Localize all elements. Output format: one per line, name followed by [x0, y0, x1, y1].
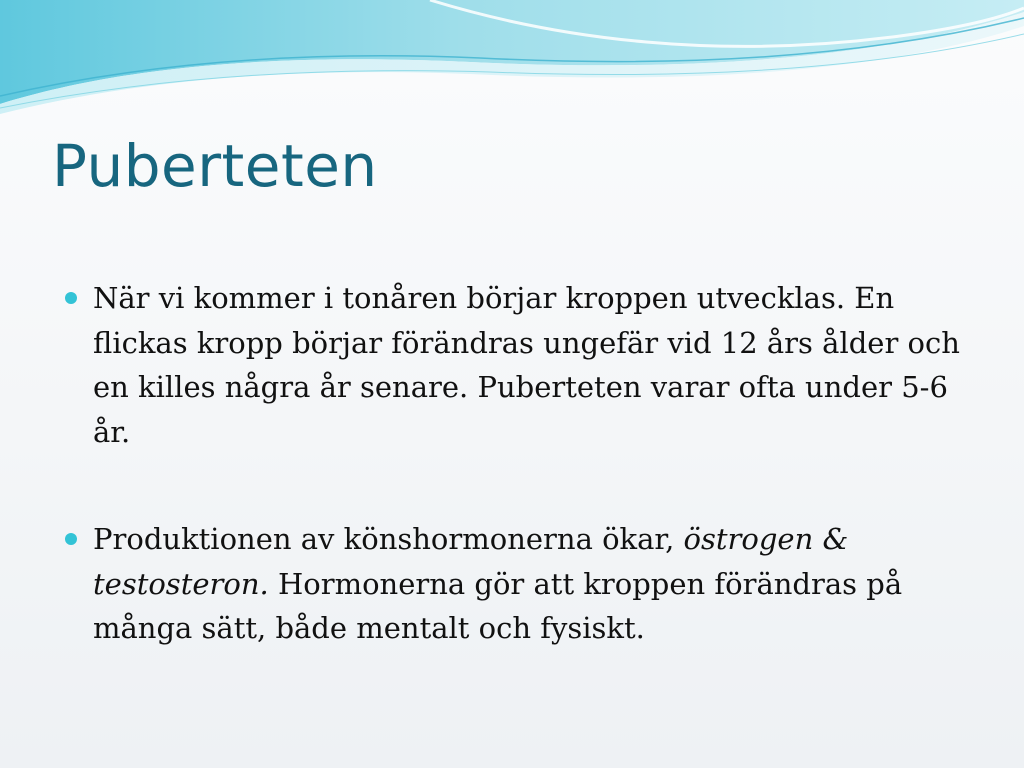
bullet-text-end: Hormonerna gör att kroppen förändras på många sätt, både mentalt och fysiskt. — [93, 566, 903, 645]
bullet-text: När vi kommer i tonåren börjar kroppen utvecklas. En flickas kropp börjar förändras ungefär vid 12 års ålder och en killes några år senare. Puberteten varar ofta under 5-6 år. — [93, 281, 960, 449]
bullet-item — [64, 517, 964, 651]
bullet-item — [64, 276, 964, 454]
bullet-dot-icon — [65, 292, 77, 304]
hormone-names-italic: östrogen & testosteron. — [93, 522, 849, 601]
slide-title: Puberteten — [52, 132, 378, 200]
bullet-dot-icon — [65, 533, 77, 545]
bullet-list — [64, 276, 964, 651]
bullet-text-start: Produktionen av könshormonerna ökar, — [93, 522, 684, 556]
wave-header-decoration — [0, 0, 1024, 120]
